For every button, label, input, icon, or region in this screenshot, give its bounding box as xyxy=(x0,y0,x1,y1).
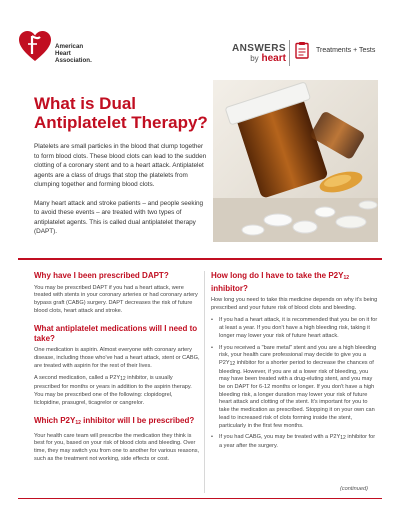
aha-logo-icon xyxy=(18,30,52,62)
intro-paragraph: Platelets are small particles in the blood that clump together to form blood clots. These blood clots can lead to the sudden clotting of a coronary stent and to a heart attack. Antiplatelet agents are a class of drugs that stop the platelets from clumping together and forming blood clots. xyxy=(34,143,207,188)
paragraph: You may be prescribed DAPT if you had a heart attack, were treated with stents in your coronary arteries or had coronary artery bypass graft (CABG) surgery. DAPT decreases the risk of future blood clots, heart attack and stroke. xyxy=(34,284,198,314)
list-item: • If you had a heart attack, it is recommended that you be on it for at least a year. If you don't have a high bleeding risk, taking it longer may lower your risk of future heart attack. xyxy=(211,317,379,340)
bullet-list xyxy=(211,317,379,450)
left-column xyxy=(34,271,200,469)
list-item: • If you had CABG, you may be treated with a $P2Y_{12}$ inhibitor for a year after the surgery. xyxy=(211,434,379,450)
page-header xyxy=(0,0,400,72)
paragraph: How long you need to take this medicine depends on why it's being prescribed and your future risk of blood clots and bleeding. xyxy=(211,297,378,311)
right-column xyxy=(211,271,379,455)
answers-by-heart-brand: ANSWERS by heart xyxy=(232,43,286,64)
clipboard-icon xyxy=(295,41,309,59)
section-heading: Which $P2Y_{12}$ inhibitor will I be prescribed? xyxy=(34,416,195,427)
paragraph: A second medication, called a $P2Y_{12}$ inhibitor, is usually prescribed for months or years in addition to the aspirin therapy. You may be prescribed one of the following: clopidogrel, ticlopidine, prasugrel, ticagrelor or cangrelor. xyxy=(34,375,192,406)
pill-bottle-photo xyxy=(213,80,378,242)
section-divider xyxy=(18,258,382,260)
section-heading: Why have I been prescribed DAPT? xyxy=(34,271,169,280)
intro-paragraph: Many heart attack and stroke patients – and people seeking to avoid these events – are treated with two types of antiplatelet agents. This is called dual antiplatelet therapy (DAPT). xyxy=(34,199,204,235)
section-heading: What antiplatelet medications will I need to take? xyxy=(34,324,198,343)
list-item: • If you received a "bare metal" stent and you are a high bleeding risk, your health care professional may decide to give you a $P2Y_{12}$ inhibitor for a shorter period to decrease the chances of bleeding. However, if you are at a lower risk of bleeding, you may have been treated with a drug-eluting stent, and you may be on DAPT for 6-12 months or longer. If you don't have a high bleeding risk, a longer duration may lower your risk of future heart attack and clotting of the stent. It's important for you to take the medication as prescribed. Stopping it on your own can lead to increased risk of clots forming inside the stent, particularly in the first few months. xyxy=(211,345,379,431)
footer-rule xyxy=(18,498,382,499)
org-name: American Heart Association. xyxy=(55,43,92,64)
continued-note: (continued) xyxy=(340,486,368,492)
column-divider xyxy=(204,271,205,493)
intro-text xyxy=(34,142,210,246)
paragraph: Your health care team will prescribe the medication they think is best for you, based on your risk of blood clots and bleeding. Over time, they may switch you from one to another for various reasons, such as the treatment not working, side effects or cost. xyxy=(34,432,200,462)
topic-label: Treatments + Tests xyxy=(316,47,376,54)
page-title: What is Dual Antiplatelet Therapy? xyxy=(34,94,208,132)
header-divider xyxy=(289,40,290,66)
paragraph: One medication is aspirin. Almost everyone with coronary artery disease, including those who've had a heart attack, stent or CABG, are treated with aspirin for the rest of their lives. xyxy=(34,347,200,369)
section-heading: How long do I have to take the $P2Y_{12}$ inhibitor? xyxy=(211,271,350,293)
